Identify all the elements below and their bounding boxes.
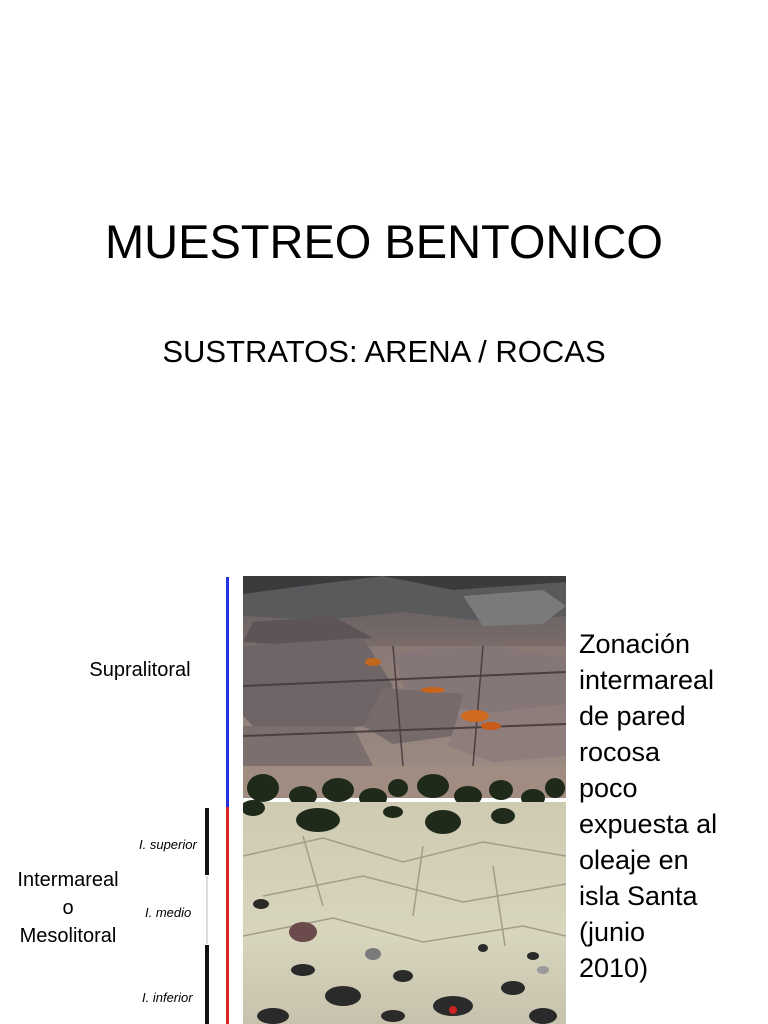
zone-label-intermareal-line2: o (62, 897, 74, 919)
caption-line: 2010) (579, 953, 649, 983)
slide-title: MUESTREO BENTONICO (105, 215, 663, 268)
rocky-shore-illustration (243, 576, 566, 1024)
intermareal-zone-line (226, 807, 229, 1024)
supralitoral-zone-line (226, 577, 229, 807)
level-bar-inferior (205, 945, 209, 1024)
zone-label-intermareal-line3: Mesolitoral (19, 925, 117, 947)
level-bar-superior (205, 808, 209, 875)
caption-line: expuesta al (579, 809, 718, 839)
caption-line: Zonación (579, 629, 691, 659)
level-bar-medio (206, 876, 208, 944)
caption-line: poco (579, 773, 638, 803)
caption-line: intermareal (579, 665, 715, 695)
caption-line: (junio (579, 917, 646, 947)
rocky-shore-photo (243, 576, 566, 1024)
zone-label-intermareal-line1: Intermareal (17, 869, 119, 891)
sublevel-label-inferior: I. inferior (142, 990, 193, 1005)
sublevel-label-superior: I. superior (139, 837, 197, 852)
slide-subtitle: SUSTRATOS: ARENA / ROCAS (162, 334, 606, 369)
caption-line: de pared (579, 701, 686, 731)
caption-line: isla Santa (579, 881, 698, 911)
caption-line: rocosa (579, 737, 661, 767)
caption-line: oleaje en (579, 845, 689, 875)
sublevel-label-medio: I. medio (145, 905, 192, 920)
zone-label-supralitoral: Supralitoral (89, 659, 191, 681)
photo-caption (579, 626, 764, 986)
